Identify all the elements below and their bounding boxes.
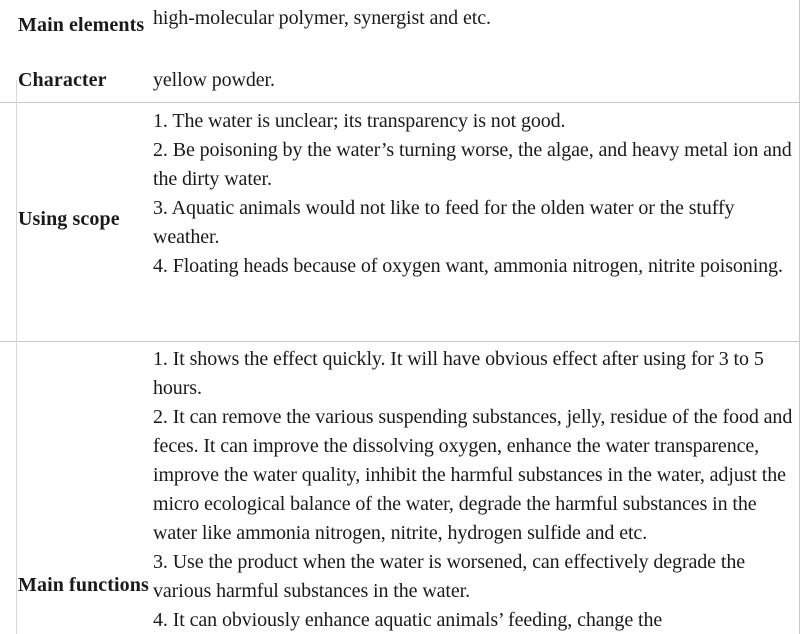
main-functions-item: 4. It can obviously enhance aquatic animals’ feeding, change the [153,609,663,631]
main-functions-item: 1. It shows the effect quickly. It will have obvious effect after using for 3 to 5 hours. [153,348,764,399]
using-scope-value [152,103,799,342]
row-character [0,64,799,103]
character-value: yellow powder. [153,69,275,91]
main-functions-item: 3. Use the product when the water is worsened, can effectively degrade the various harmful substances in the water. [153,551,745,602]
using-scope-item: 1. The water is unclear; its transparency is not good. [153,110,566,132]
row-main-functions [0,342,799,634]
using-scope-item: 4. Floating heads because of oxygen want, ammonia nitrogen, nitrite poisoning. [153,255,783,277]
table-left-border [16,80,17,634]
row-main-elements [0,0,799,64]
using-scope-item: 2. Be poisoning by the water’s turning worse, the algae, and heavy metal ion and the dirty water. [153,139,792,190]
character-label: Character [18,69,107,91]
using-scope-label: Using scope [0,103,152,342]
main-functions-item: 2. It can remove the various suspending substances, jelly, residue of the food and feces. It can improve the dissolving oxygen, enhance the water transparence, improve the water quality, inhibit the harmful substances in the water, adjust the micro ecological balance of the water, degrade the harmful substances in the water like ammonia nitrogen, nitrite, hydrogen sulfide and etc. [153,406,793,544]
row-using-scope [0,103,799,342]
main-elements-value: high-molecular polymer, synergist and etc. [153,7,491,29]
main-elements-label: Main elements [18,13,145,36]
using-scope-item: 3. Aquatic animals would not like to feed for the olden water or the stuffy weather. [153,197,735,248]
main-functions-value [152,342,799,634]
main-functions-label: Main functions [0,342,152,634]
